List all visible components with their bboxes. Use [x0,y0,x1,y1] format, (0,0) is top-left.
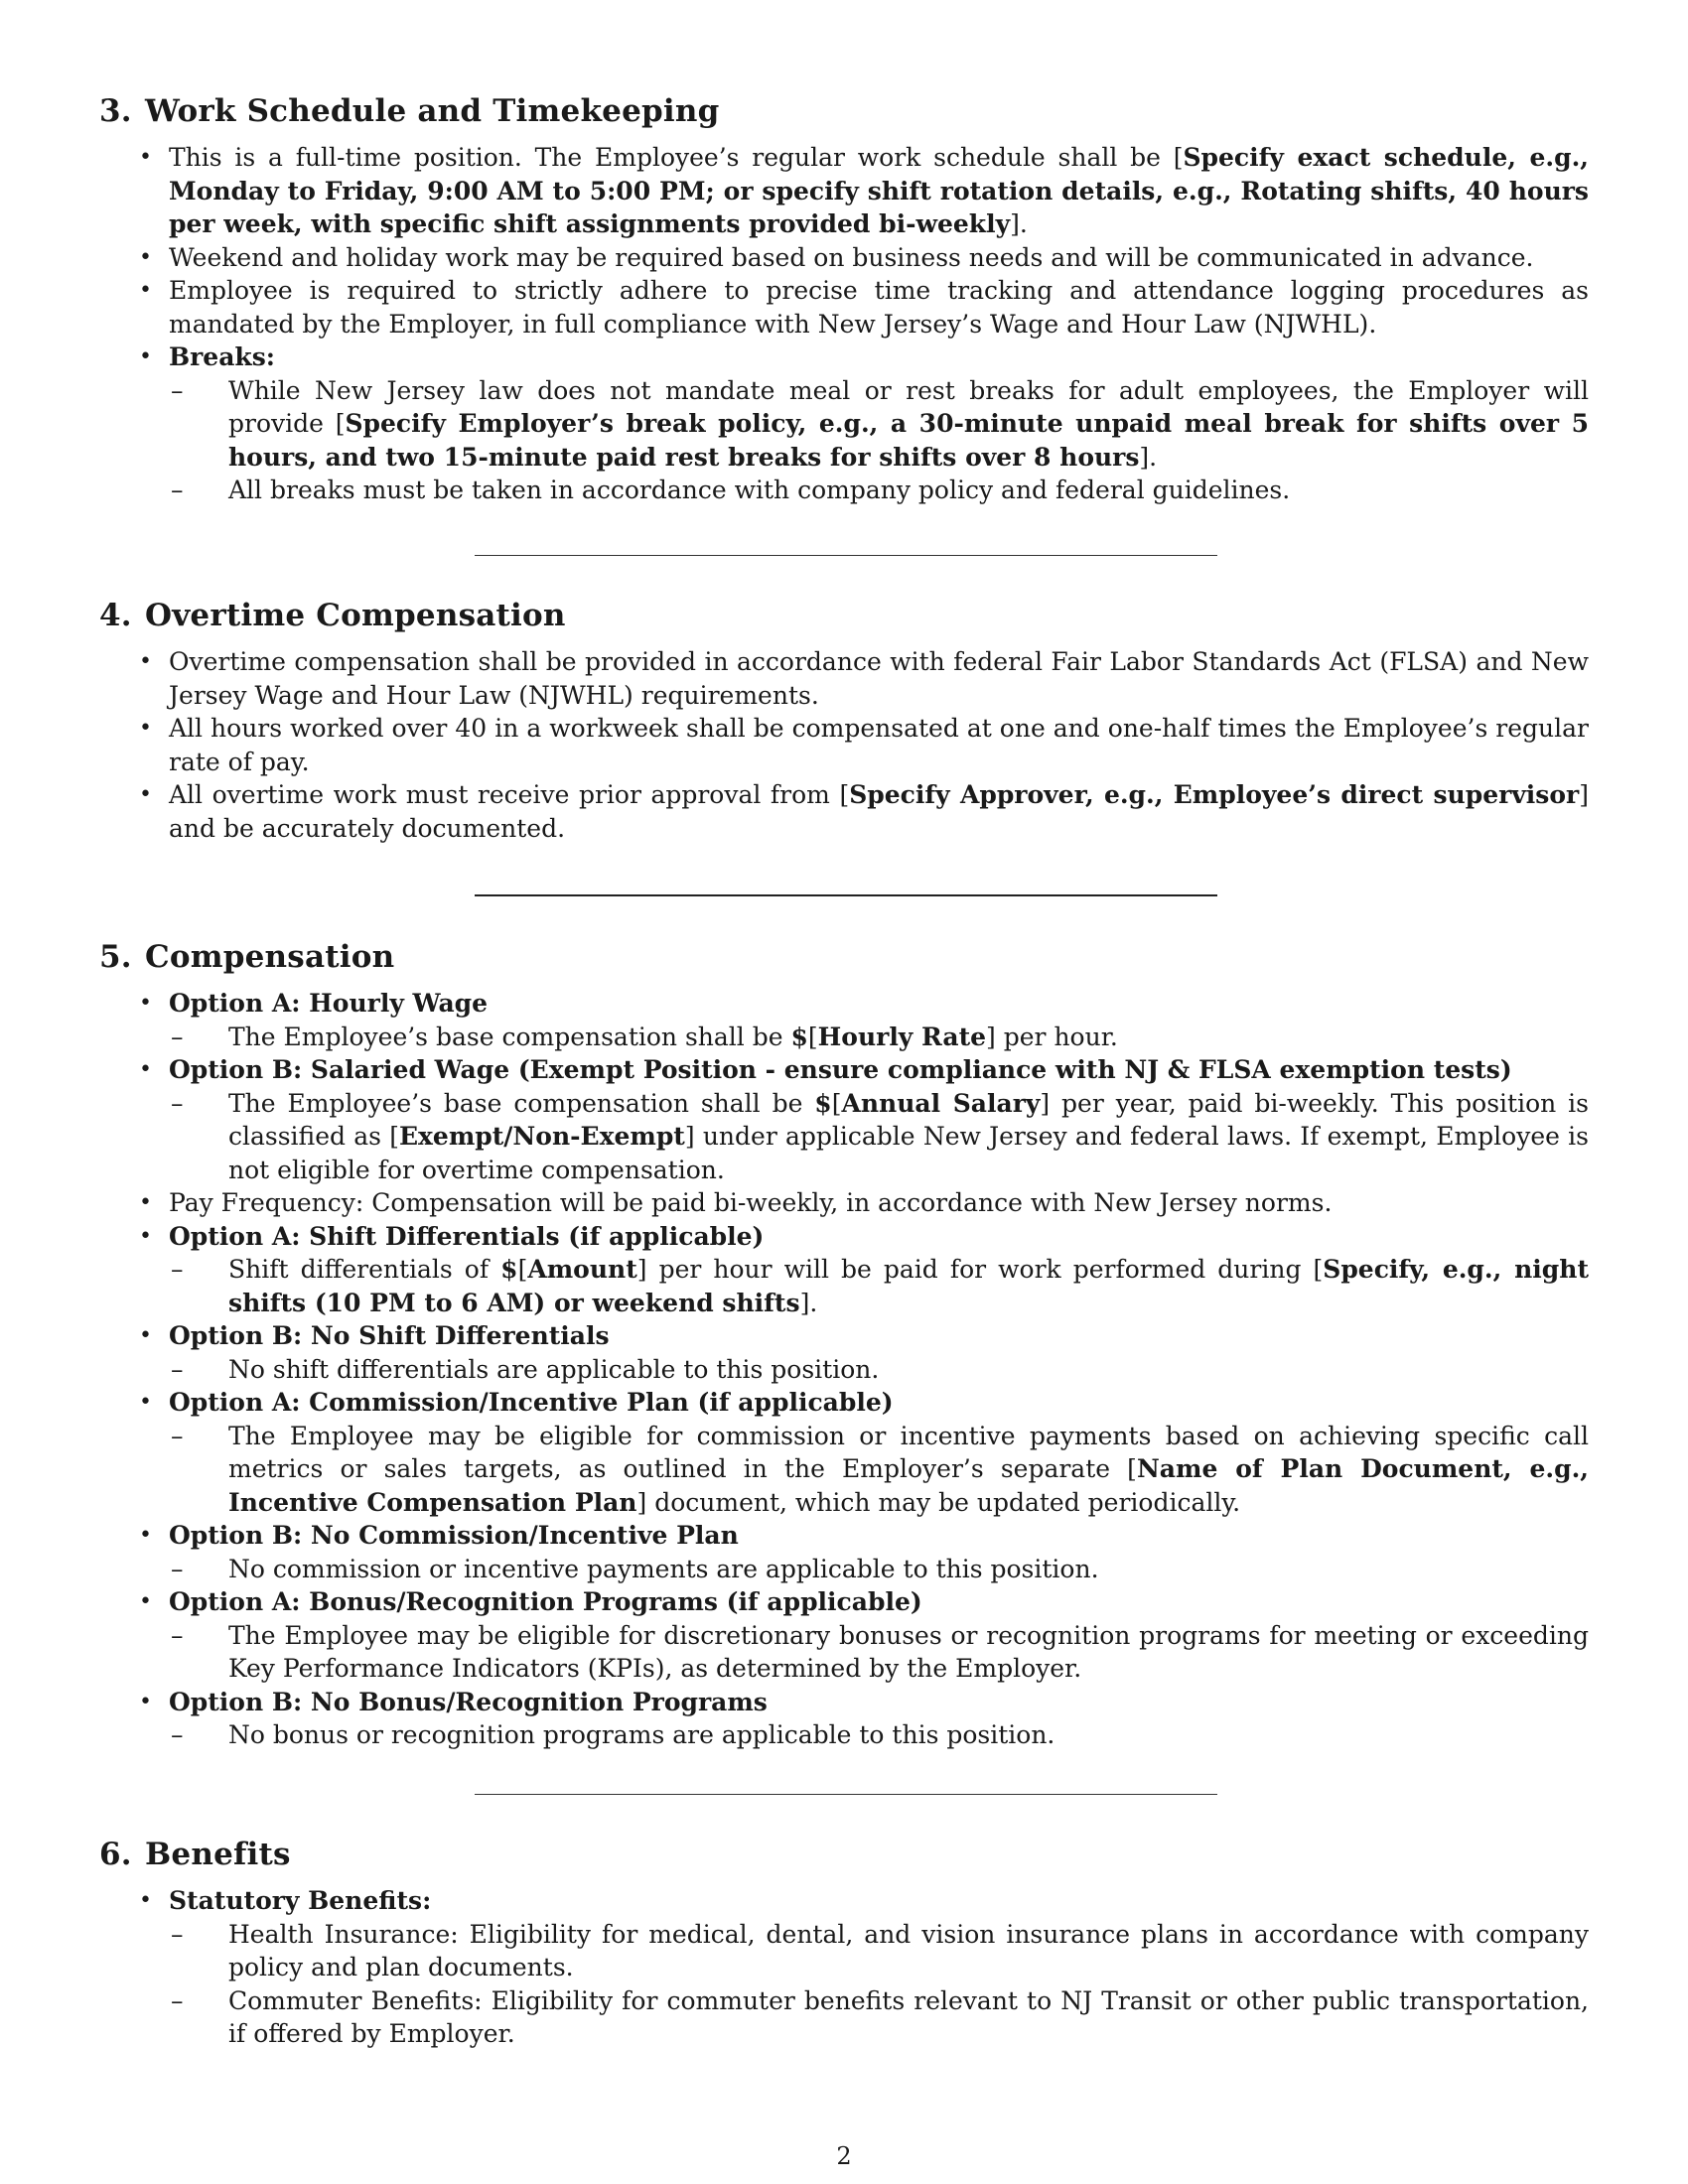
sub-list [169,374,1589,507]
section-number: 4. [99,598,132,633]
list-item: • Breaks: – While New Jersey law does not mandate meal or rest breaks for adult employees, the Employer will provide [Specify Employer’s break policy, e.g., a 30-minute unpaid meal break for shifts over 5 hours, and two 15-minute paid rest breaks for shifts over 8 hours]. – All breaks must be taken in accordance with company policy and federal guidelines. [99,341,1589,507]
list-item: • All hours worked over 40 in a workweek shall be compensated at one and one-half times the Employee’s regular rate of pay. [99,712,1589,778]
section-title: Benefits [145,1837,291,1872]
list-item: • Option A: Commission/Incentive Plan (if applicable) – The Employee may be eligible for commission or incentive payments based on achieving specific call metrics or sales targets, as outlined in the Employer’s separate [Name of Plan Document, e.g., Incentive Compensation Plan] document, which may be updated periodically. [99,1386,1589,1519]
sub-list [169,1553,1589,1586]
section-benefits [99,1835,1589,2051]
list-item: • Option B: No Commission/Incentive Plan – No commission or incentive payments are applicable to this position. [99,1519,1589,1585]
horizontal-rule [475,555,1217,556]
list-item: • Weekend and holiday work may be required based on business needs and will be communicated in advance. [99,241,1589,275]
sub-list-item: – Shift differentials of $[Amount] per hour will be paid for work performed during [Specify, e.g., night shifts (10 PM to 6 AM) or weekend shifts]. [169,1253,1589,1319]
list-item: • Pay Frequency: Compensation will be paid bi-weekly, in accordance with New Jersey norms. [99,1186,1589,1220]
section-compensation [99,937,1589,1752]
list-item: • Option A: Hourly Wage – The Employee’s base compensation shall be $[Hourly Rate] per hour. [99,987,1589,1053]
list-item: • This is a full-time position. The Employee’s regular work schedule shall be [Specify exact schedule, e.g., Monday to Friday, 9:00 AM to 5:00 PM; or specify shift rotation details, e.g., Rotating shifts, 40 hours per week, with specific shift assignments provided bi-weekly]. [99,141,1589,241]
sub-list-item: – The Employee may be eligible for commission or incentive payments based on achieving specific call metrics or sales targets, as outlined in the Employer’s separate [Name of Plan Document, e.g., Incentive Compensation Plan] document, which may be updated periodically. [169,1420,1589,1520]
section-heading [99,596,1589,635]
list-item: • Statutory Benefits: – Health Insurance: Eligibility for medical, dental, and vision insurance plans in accordance with company policy and plan documents. – Commuter Benefits: Eligibility for commuter benefits relevant to NJ Transit or other public transportation, if offered by Employer. [99,1884,1589,2051]
bullet-list [99,987,1589,1752]
list-item: • Option B: No Shift Differentials – No shift differentials are applicable to this position. [99,1319,1589,1386]
bullet-list [99,141,1589,507]
list-item: • Overtime compensation shall be provided in accordance with federal Fair Labor Standards Act (FLSA) and New Jersey Wage and Hour Law (NJWHL) requirements. [99,645,1589,712]
section-heading [99,937,1589,977]
section-heading [99,1835,1589,1874]
list-item: • Option B: Salaried Wage (Exempt Position - ensure compliance with NJ & FLSA exemption tests) – The Employee’s base compensation shall be $[Annual Salary] per year, paid bi-weekly. This position is classified as [Exempt/Non-Exempt] under applicable New Jersey and federal laws. If exempt, Employee is not eligible for overtime compensation. [99,1053,1589,1186]
sub-list-item: – No shift differentials are applicable to this position. [169,1353,1589,1387]
section-number: 3. [99,93,132,129]
section-number: 5. [99,939,132,975]
list-item: • Option B: No Bonus/Recognition Programs – No bonus or recognition programs are applicable to this position. [99,1686,1589,1752]
sub-list-item: – The Employee may be eligible for discretionary bonuses or recognition programs for meeting or exceeding Key Performance Indicators (KPIs), as determined by the Employer. [169,1619,1589,1686]
sub-list-item: – No bonus or recognition programs are applicable to this position. [169,1718,1589,1752]
horizontal-rule [475,1794,1217,1795]
sub-list [169,1420,1589,1520]
sub-list [169,1253,1589,1319]
list-item: • Employee is required to strictly adhere to precise time tracking and attendance logging procedures as mandated by the Employer, in full compliance with New Jersey’s Wage and Hour Law (NJWHL). [99,274,1589,341]
sub-list-item: – While New Jersey law does not mandate meal or rest breaks for adult employees, the Employer will provide [Specify Employer’s break policy, e.g., a 30-minute unpaid meal break for shifts over 5 hours, and two 15-minute paid rest breaks for shifts over 8 hours]. [169,374,1589,475]
horizontal-rule [475,894,1217,896]
list-item: • Option A: Bonus/Recognition Programs (if applicable) – The Employee may be eligible for discretionary bonuses or recognition programs for meeting or exceeding Key Performance Indicators (KPIs), as determined by the Employer. [99,1585,1589,1686]
section-heading [99,91,1589,131]
sub-list-item: – The Employee’s base compensation shall be $[Annual Salary] per year, paid bi-weekly. This position is classified as [Exempt/Non-Exempt] under applicable New Jersey and federal laws. If exempt, Employee is not eligible for overtime compensation. [169,1087,1589,1187]
sub-list [169,1353,1589,1387]
section-work-schedule [99,91,1589,507]
sub-list [169,1718,1589,1752]
bullet-list [99,1884,1589,2051]
section-number: 6. [99,1837,132,1872]
list-item: • Option A: Shift Differentials (if applicable) – Shift differentials of $[Amount] per hour will be paid for work performed during [Specify, e.g., night shifts (10 PM to 6 AM) or weekend shifts]. [99,1220,1589,1320]
sub-list-item: – Commuter Benefits: Eligibility for commuter benefits relevant to NJ Transit or other public transportation, if offered by Employer. [169,1984,1589,2051]
page-number: 2 [836,2142,852,2170]
sub-list [169,1087,1589,1187]
sub-list-item: – Health Insurance: Eligibility for medical, dental, and vision insurance plans in accordance with company policy and plan documents. [169,1918,1589,1984]
sub-list [169,1918,1589,2051]
section-title: Work Schedule and Timekeeping [145,93,720,129]
section-title: Compensation [145,939,395,975]
sub-list-item: – All breaks must be taken in accordance with company policy and federal guidelines. [169,474,1589,507]
list-item: • All overtime work must receive prior approval from [Specify Approver, e.g., Employee’s direct supervisor] and be accurately documented. [99,778,1589,845]
sub-list [169,1619,1589,1686]
bullet-list [99,645,1589,845]
section-overtime [99,596,1589,845]
sub-list-item: – No commission or incentive payments are applicable to this position. [169,1553,1589,1586]
section-title: Overtime Compensation [145,598,566,633]
sub-list [169,1021,1589,1054]
sub-list-item: – The Employee’s base compensation shall be $[Hourly Rate] per hour. [169,1021,1589,1054]
